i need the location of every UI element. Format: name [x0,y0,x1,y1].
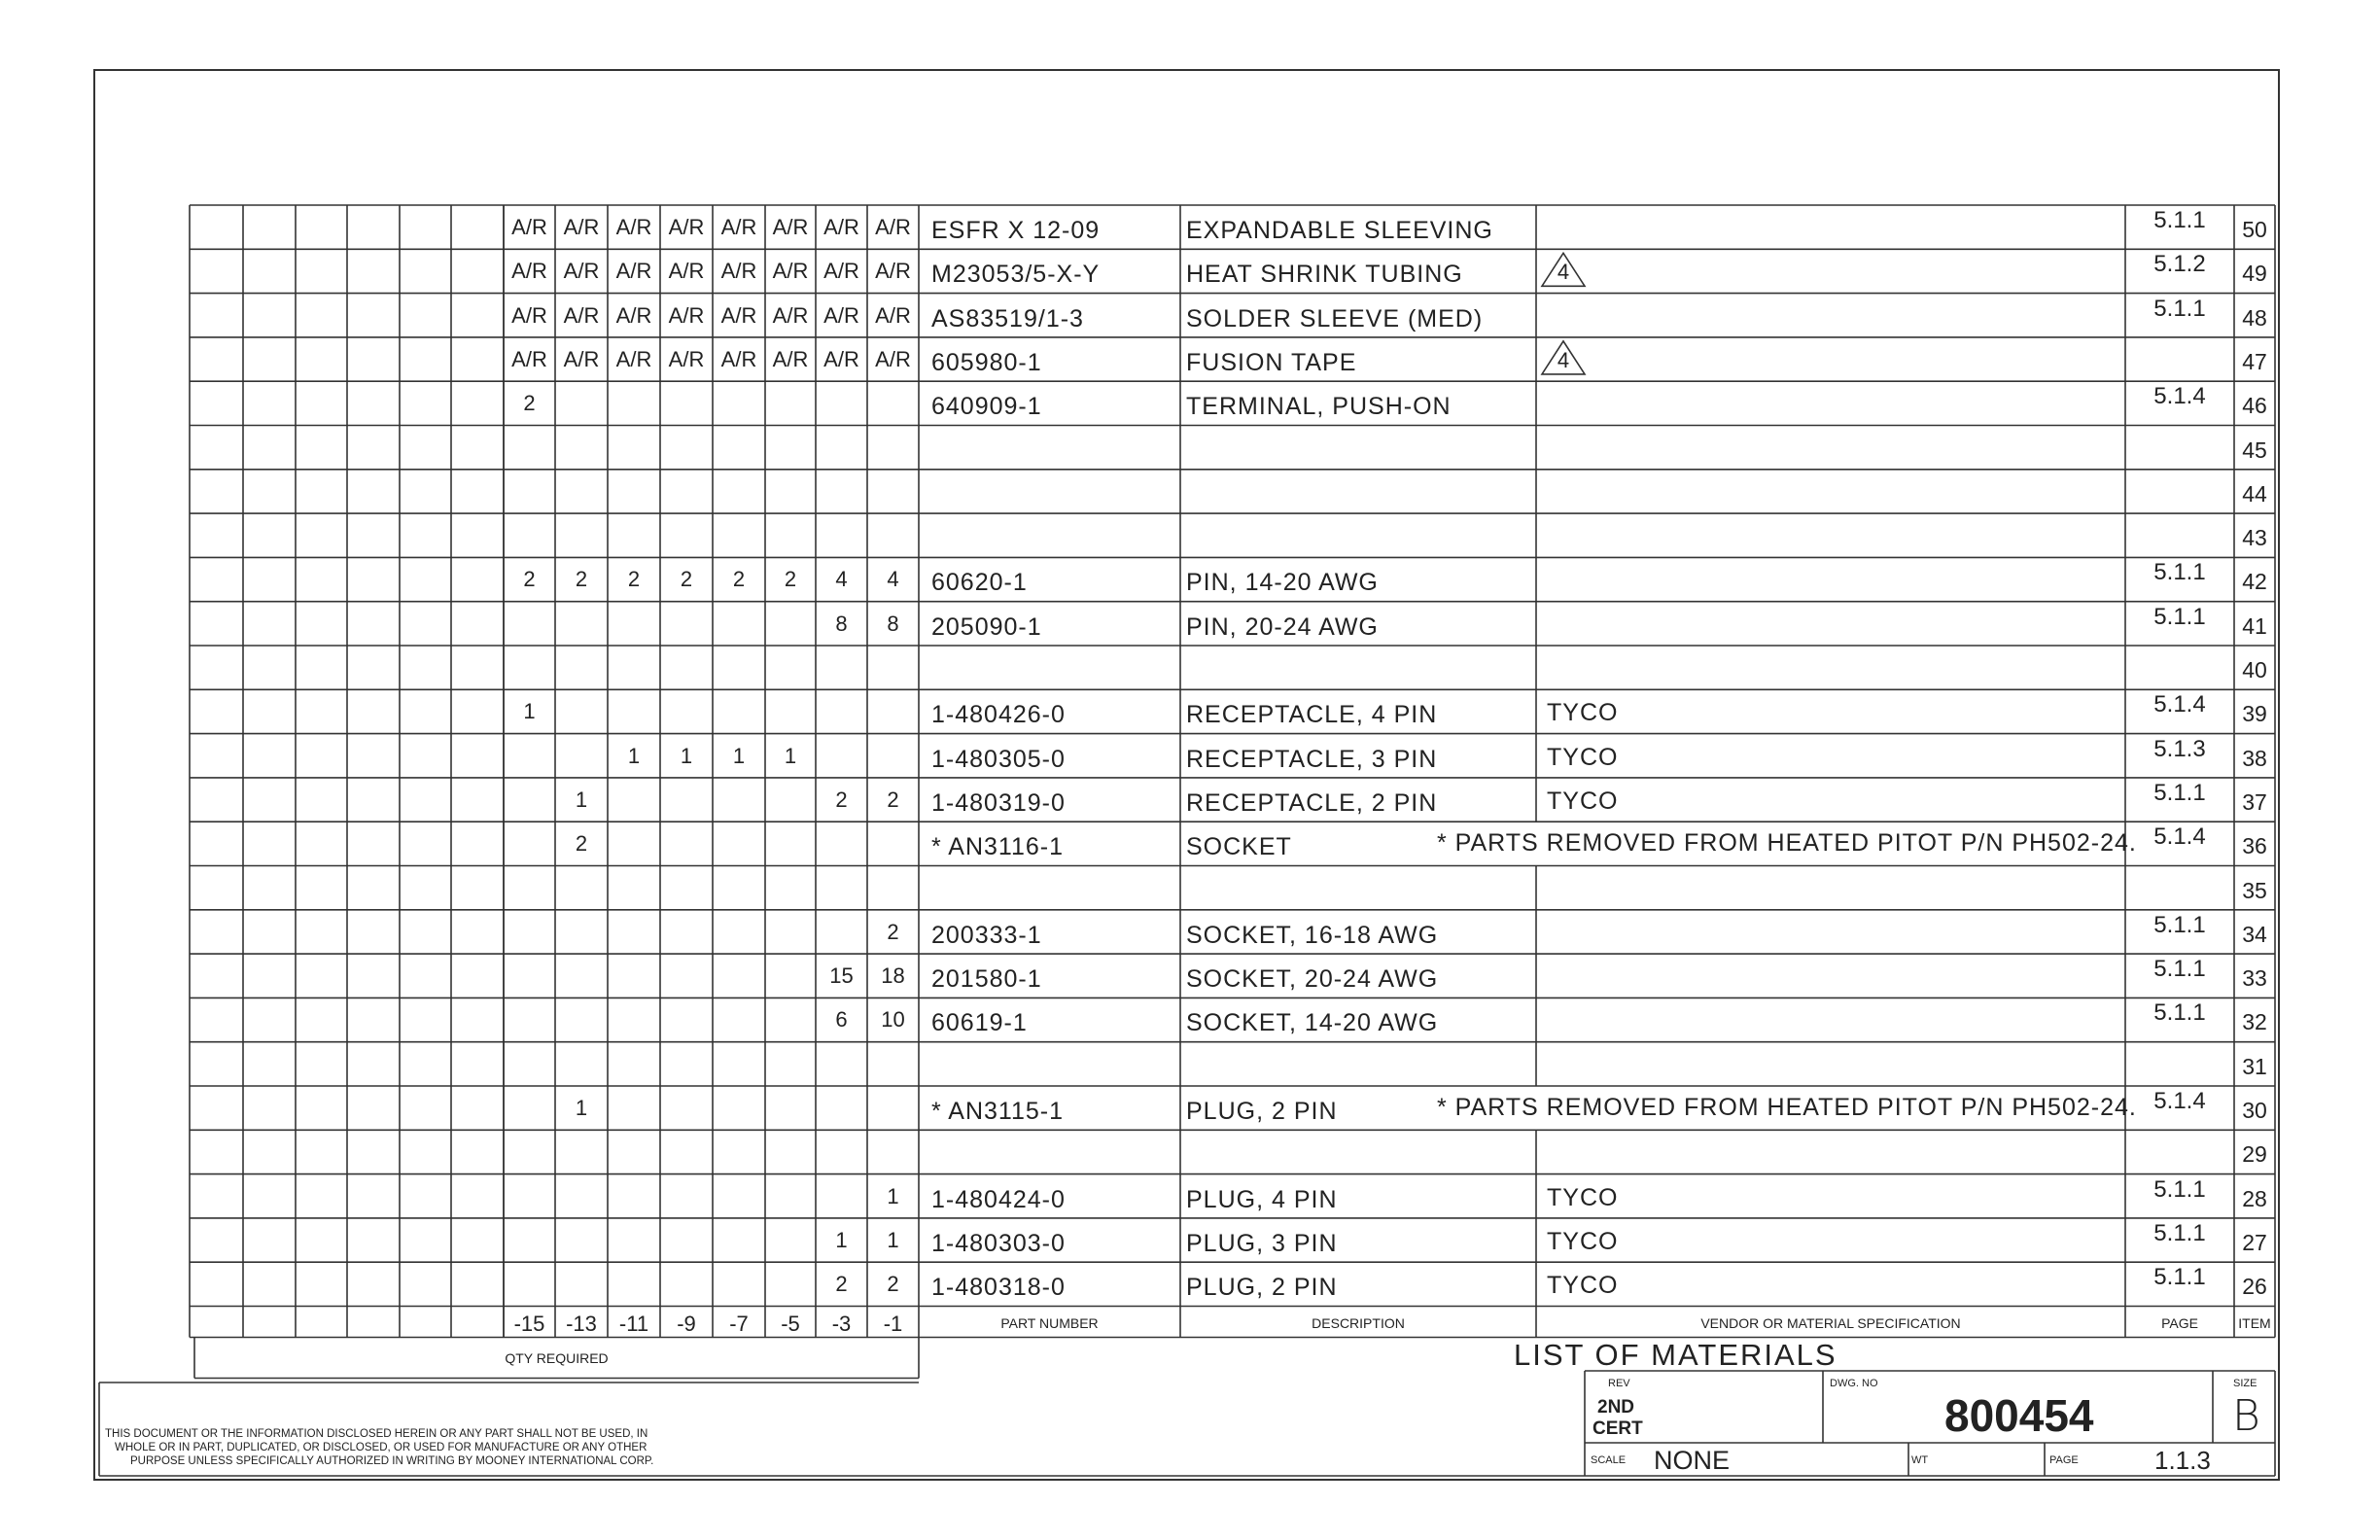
item-number: 40 [2242,657,2267,682]
qty-cell: 6 [835,1007,848,1032]
dash-number: -3 [831,1311,852,1336]
part-number: 201580-1 [931,965,1042,994]
part-number: 60620-1 [931,569,1028,597]
qty-cell: 8 [887,611,899,636]
part-number: 200333-1 [931,921,1042,949]
page-value: 1.1.3 [2154,1446,2211,1475]
qty-cell: 2 [887,1272,899,1297]
qty-cell: A/R [875,346,911,371]
qty-cell: 2 [575,831,588,857]
vendor-spec: TYCO [1547,743,1619,771]
qty-cell: A/R [720,302,757,328]
part-number: 1-480303-0 [931,1229,1066,1257]
page-ref: 5.1.1 [2153,603,2206,630]
description: RECEPTACLE, 3 PIN [1186,745,1438,773]
qty-cell: 4 [835,567,848,592]
description: RECEPTACLE, 2 PIN [1186,788,1438,817]
header-part-number: PART NUMBER [1000,1314,1099,1331]
item-number: 35 [2242,877,2267,903]
qty-cell: 2 [887,919,899,944]
part-number: 1-480318-0 [931,1274,1066,1302]
qty-cell: A/R [823,215,859,239]
qty-cell: A/R [668,302,705,328]
dash-number: -5 [781,1311,800,1336]
page-ref: 5.1.1 [2153,911,2206,938]
vendor-spec: TYCO [1547,1227,1619,1255]
item-number: 27 [2242,1229,2267,1255]
item-number: 47 [2242,348,2267,374]
qty-cell: 1 [887,1227,899,1252]
qty-cell: 1 [523,699,536,724]
qty-cell: 2 [732,567,746,592]
qty-cell: A/R [823,302,859,328]
dash-number: -9 [677,1311,696,1336]
qty-cell: A/R [668,215,705,239]
description: PLUG, 3 PIN [1186,1229,1338,1257]
part-number: 605980-1 [931,348,1042,376]
page-ref: 5.1.4 [2153,383,2206,410]
page-label: PAGE [2049,1454,2079,1466]
qty-cell: A/R [720,259,757,284]
item-number: 37 [2242,788,2267,815]
description: RECEPTACLE, 4 PIN [1186,701,1438,729]
qty-cell: 2 [835,787,848,812]
item-number: 36 [2242,833,2267,859]
item-number: 30 [2242,1098,2267,1123]
qty-cell: A/R [563,215,600,239]
item-number: 28 [2242,1185,2267,1211]
size-label: SIZE [2233,1378,2258,1389]
item-number: 32 [2242,1009,2267,1035]
part-number: ESFR X 12-09 [931,217,1101,244]
item-number: 38 [2242,745,2267,771]
item-number: 31 [2242,1053,2267,1079]
page-ref: 5.1.4 [2153,1088,2206,1114]
description: SOLDER SLEEVE (MED) [1186,304,1484,332]
qty-cell: A/R [615,346,652,371]
page-ref: 5.1.3 [2153,735,2206,762]
parts-note: * PARTS REMOVED FROM HEATED PITOT P/N PH502-24. [1437,829,2137,858]
page-ref: 5.1.1 [2153,1175,2206,1203]
item-number: 39 [2242,701,2267,727]
vendor-spec: TYCO [1547,1183,1619,1211]
qty-cell: 1 [887,1183,899,1208]
qty-cell: A/R [720,215,757,239]
item-number: 33 [2242,965,2267,992]
qty-cell: A/R [772,346,809,371]
qty-cell: 2 [680,567,693,592]
qty-cell: 1 [835,1227,848,1252]
part-number: * AN3115-1 [931,1098,1065,1125]
revision-delta-number: 4 [1557,347,1570,372]
dash-number: -1 [883,1311,903,1336]
description: SOCKET, 20-24 AWG [1186,965,1439,994]
qty-cell: A/R [823,259,859,284]
page-ref: 5.1.1 [2153,779,2206,806]
rev-value-2: CERT [1592,1418,1643,1439]
qty-cell: A/R [772,302,809,328]
qty-cell: A/R [668,346,705,371]
rev-label: REV [1608,1378,1630,1389]
part-number: 205090-1 [931,612,1042,641]
item-number: 49 [2242,261,2267,287]
qty-cell: A/R [823,346,859,371]
header-page: PAGE [2161,1314,2198,1331]
qty-cell: 2 [575,567,588,592]
description: SOCKET [1186,833,1292,861]
page-ref: 5.1.1 [2153,1264,2206,1291]
item-number: 45 [2242,437,2267,463]
page-ref: 5.1.1 [2153,207,2206,233]
qty-cell: A/R [875,302,911,328]
page-ref: 5.1.1 [2153,1219,2206,1246]
dash-number: -13 [566,1311,597,1336]
header-qty-required: QTY REQUIRED [505,1349,609,1366]
description: SOCKET, 16-18 AWG [1186,921,1439,949]
scale-value: NONE [1654,1446,1731,1475]
item-number: 48 [2242,304,2267,331]
part-number: M23053/5-X-Y [931,261,1101,289]
weight-label: WT [1911,1454,1929,1466]
qty-cell: 4 [887,567,899,592]
list-title: LIST OF MATERIALS [1514,1338,1838,1372]
description: PIN, 14-20 AWG [1186,569,1379,597]
disclaimer-line-3: PURPOSE UNLESS SPECIFICALLY AUTHORIZED IN WRITING BY MOONEY INTERNATIONAL CORP. [130,1455,654,1467]
qty-cell: A/R [772,259,809,284]
description: PLUG, 2 PIN [1186,1274,1338,1302]
page-ref: 5.1.1 [2153,999,2206,1027]
qty-cell: A/R [668,259,705,284]
item-number: 34 [2242,921,2267,947]
qty-cell: A/R [511,346,547,371]
part-number: 1-480424-0 [931,1185,1066,1213]
page-ref: 5.1.4 [2153,823,2206,851]
qty-cell: A/R [615,302,652,328]
qty-cell: 1 [680,743,693,768]
part-number: 640909-1 [931,393,1042,421]
qty-cell: 2 [523,567,536,592]
page-ref: 5.1.4 [2153,691,2206,718]
qty-cell: A/R [563,302,600,328]
description: PIN, 20-24 AWG [1186,612,1379,641]
qty-cell: A/R [511,259,547,284]
description: PLUG, 4 PIN [1186,1185,1338,1213]
size-value: B [2232,1391,2260,1441]
description: HEAT SHRINK TUBING [1186,261,1463,289]
dwg-no-label: DWG. NO [1830,1378,1878,1389]
description: SOCKET, 14-20 AWG [1186,1009,1439,1037]
qty-cell: 2 [835,1272,848,1297]
qty-cell: A/R [511,215,547,239]
vendor-spec: TYCO [1547,1272,1619,1300]
revision-delta-number: 4 [1557,260,1570,285]
item-number: 50 [2242,217,2267,242]
item-number: 44 [2242,480,2267,507]
qty-cell: A/R [563,346,600,371]
rev-value-1: 2ND [1597,1397,1635,1418]
qty-cell: 10 [881,1007,905,1032]
page-ref: 5.1.1 [2153,956,2206,983]
qty-cell: 1 [784,743,797,768]
qty-cell: 18 [881,963,905,989]
page-ref: 5.1.1 [2153,295,2206,322]
part-number: 1-480305-0 [931,745,1066,773]
qty-cell: A/R [875,215,911,239]
qty-cell: A/R [615,259,652,284]
description: EXPANDABLE SLEEVING [1186,217,1493,244]
scale-label: SCALE [1591,1454,1627,1466]
header-item: ITEM [2238,1314,2271,1331]
dash-number: -7 [729,1311,749,1336]
item-number: 26 [2242,1274,2267,1300]
qty-cell: 1 [732,743,746,768]
qty-cell: 2 [627,567,641,592]
qty-cell: A/R [875,259,911,284]
header-description: DESCRIPTION [1312,1314,1405,1331]
item-number: 43 [2242,525,2267,551]
item-number: 42 [2242,569,2267,595]
item-number: 46 [2242,393,2267,419]
qty-cell: A/R [720,346,757,371]
part-number: * AN3116-1 [931,833,1065,861]
header-vendor: VENDOR OR MATERIAL SPECIFICATION [1700,1314,1961,1331]
drawing-number: 800454 [1944,1390,2094,1441]
vendor-spec: TYCO [1547,699,1619,727]
qty-cell: 1 [575,787,588,812]
qty-cell: 2 [784,567,797,592]
part-number: 60619-1 [931,1009,1028,1037]
part-number: AS83519/1-3 [931,304,1084,332]
qty-cell: A/R [615,215,652,239]
part-number: 1-480319-0 [931,788,1066,817]
qty-cell: 2 [523,391,536,416]
qty-cell: 1 [575,1096,588,1120]
disclaimer-line-1: THIS DOCUMENT OR THE INFORMATION DISCLOSED HEREIN OR ANY PART SHALL NOT BE USED, IN [105,1428,648,1440]
dash-number: -15 [513,1311,545,1336]
qty-cell: A/R [772,215,809,239]
qty-cell: 1 [627,743,641,768]
description: FUSION TAPE [1186,348,1357,376]
item-number: 29 [2242,1141,2267,1168]
part-number: 1-480426-0 [931,701,1066,729]
page-ref: 5.1.2 [2153,251,2206,278]
qty-cell: A/R [563,259,600,284]
qty-cell: 8 [835,611,848,636]
dash-number: -11 [618,1311,649,1336]
item-number: 41 [2242,612,2267,639]
vendor-spec: TYCO [1547,787,1619,815]
parts-note: * PARTS REMOVED FROM HEATED PITOT P/N PH502-24. [1437,1094,2137,1121]
disclaimer-line-2: WHOLE OR IN PART, DUPLICATED, OR DISCLOSED, OR USED FOR MANUFACTURE OR ANY OTHER [115,1442,648,1453]
qty-cell: A/R [511,302,547,328]
page-ref: 5.1.1 [2153,559,2206,586]
description: TERMINAL, PUSH-ON [1186,393,1452,421]
qty-cell: 2 [887,787,899,812]
description: PLUG, 2 PIN [1186,1098,1338,1125]
qty-cell: 15 [829,963,854,989]
